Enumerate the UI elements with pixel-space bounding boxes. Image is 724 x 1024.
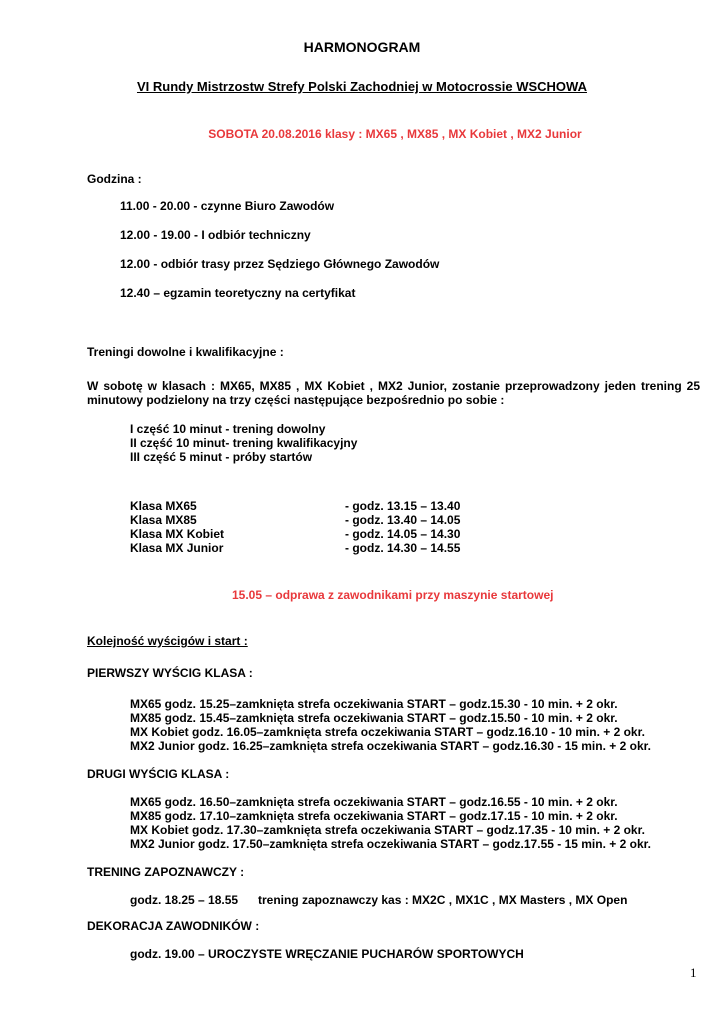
training-part: II część 10 minut- trening kwalifikacyjny: [130, 436, 358, 450]
class-time: - godz. 13.15 – 13.40: [345, 499, 461, 513]
training-heading: Treningi dowolne i kwalifikacyjne :: [87, 345, 284, 359]
decoration-heading: DEKORACJA ZAWODNIKÓW :: [87, 919, 260, 933]
race-entry: MX65 godz. 15.25–zamknięta strefa oczekiwania START – godz.15.30 - 10 min. + 2 okr.: [130, 697, 618, 711]
training-part: III część 5 minut - próby startów: [130, 450, 313, 464]
intro-training-description: trening zapoznawczy kas : MX2C , MX1C , MX Masters , MX Open: [258, 893, 628, 907]
saturday-classes-line: SOBOTA 20.08.2016 klasy : MX65 , MX85 , MX Kobiet , MX2 Junior: [208, 127, 582, 141]
race-entry: MX2 Junior godz. 16.25–zamknięta strefa oczekiwania START – godz.16.30 - 15 min. + 2 okr.: [130, 739, 651, 753]
document-title: HARMONOGRAM: [303, 39, 421, 55]
hours-item: 11.00 - 20.00 - czynne Biuro Zawodów: [120, 199, 335, 213]
training-paragraph: W sobotę w klasach : MX65, MX85 , MX Kobiet , MX2 Junior, zostanie przeprowadzony jeden trening 25 minutowy podzielony na trzy części następujące bezpośrednio po sobie :: [87, 379, 700, 407]
class-time: - godz. 14.05 – 14.30: [345, 527, 461, 541]
race-entry: MX Kobiet godz. 17.30–zamknięta strefa oczekiwania START – godz.17.35 - 10 min. + 2 okr.: [130, 823, 645, 837]
race-entry: MX2 Junior godz. 17.50–zamknięta strefa oczekiwania START – godz.17.55 - 15 min. + 2 okr.: [130, 837, 651, 851]
race-entry: MX Kobiet godz. 16.05–zamknięta strefa oczekiwania START – godz.16.10 - 10 min. + 2 okr.: [130, 725, 645, 739]
race-entry: MX65 godz. 16.50–zamknięta strefa oczekiwania START – godz.16.55 - 10 min. + 2 okr.: [130, 795, 618, 809]
intro-training-heading: TRENING ZAPOZNAWCZY :: [87, 865, 245, 879]
race-entry: MX85 godz. 17.10–zamknięta strefa oczekiwania START – godz.17.15 - 10 min. + 2 okr.: [130, 809, 618, 823]
class-name: Klasa MX65: [130, 499, 197, 513]
class-name: Klasa MX Junior: [130, 541, 224, 555]
briefing-line: 15.05 – odprawa z zawodnikami przy maszynie startowej: [232, 588, 554, 602]
class-name: Klasa MX85: [130, 513, 197, 527]
second-race-heading: DRUGI WYŚCIG KLASA :: [87, 767, 230, 781]
intro-training-time: godz. 18.25 – 18.55: [130, 893, 239, 907]
document-subtitle: VI Rundy Mistrzostw Strefy Polski Zachodniej w Motocrossie WSCHOWA: [136, 79, 587, 94]
hours-item: 12.00 - 19.00 - I odbiór techniczny: [120, 228, 311, 242]
page-number: 1: [690, 965, 697, 980]
training-part: I część 10 minut - trening dowolny: [130, 422, 326, 436]
first-race-heading: PIERWSZY WYŚCIG KLASA :: [87, 666, 253, 680]
decoration-line: godz. 19.00 – UROCZYSTE WRĘCZANIE PUCHARÓW SPORTOWYCH: [130, 947, 524, 961]
race-order-heading: Kolejność wyścigów i start :: [87, 634, 248, 648]
class-name: Klasa MX Kobiet: [130, 527, 225, 541]
hours-item: 12.40 – egzamin teoretyczny na certyfikat: [120, 286, 356, 300]
class-time: - godz. 14.30 – 14.55: [345, 541, 461, 555]
race-entry: MX85 godz. 15.45–zamknięta strefa oczekiwania START – godz.15.50 - 10 min. + 2 okr.: [130, 711, 618, 725]
hours-heading: Godzina :: [87, 172, 142, 186]
class-time: - godz. 13.40 – 14.05: [345, 513, 461, 527]
hours-item: 12.00 - odbiór trasy przez Sędziego Głównego Zawodów: [120, 257, 440, 271]
